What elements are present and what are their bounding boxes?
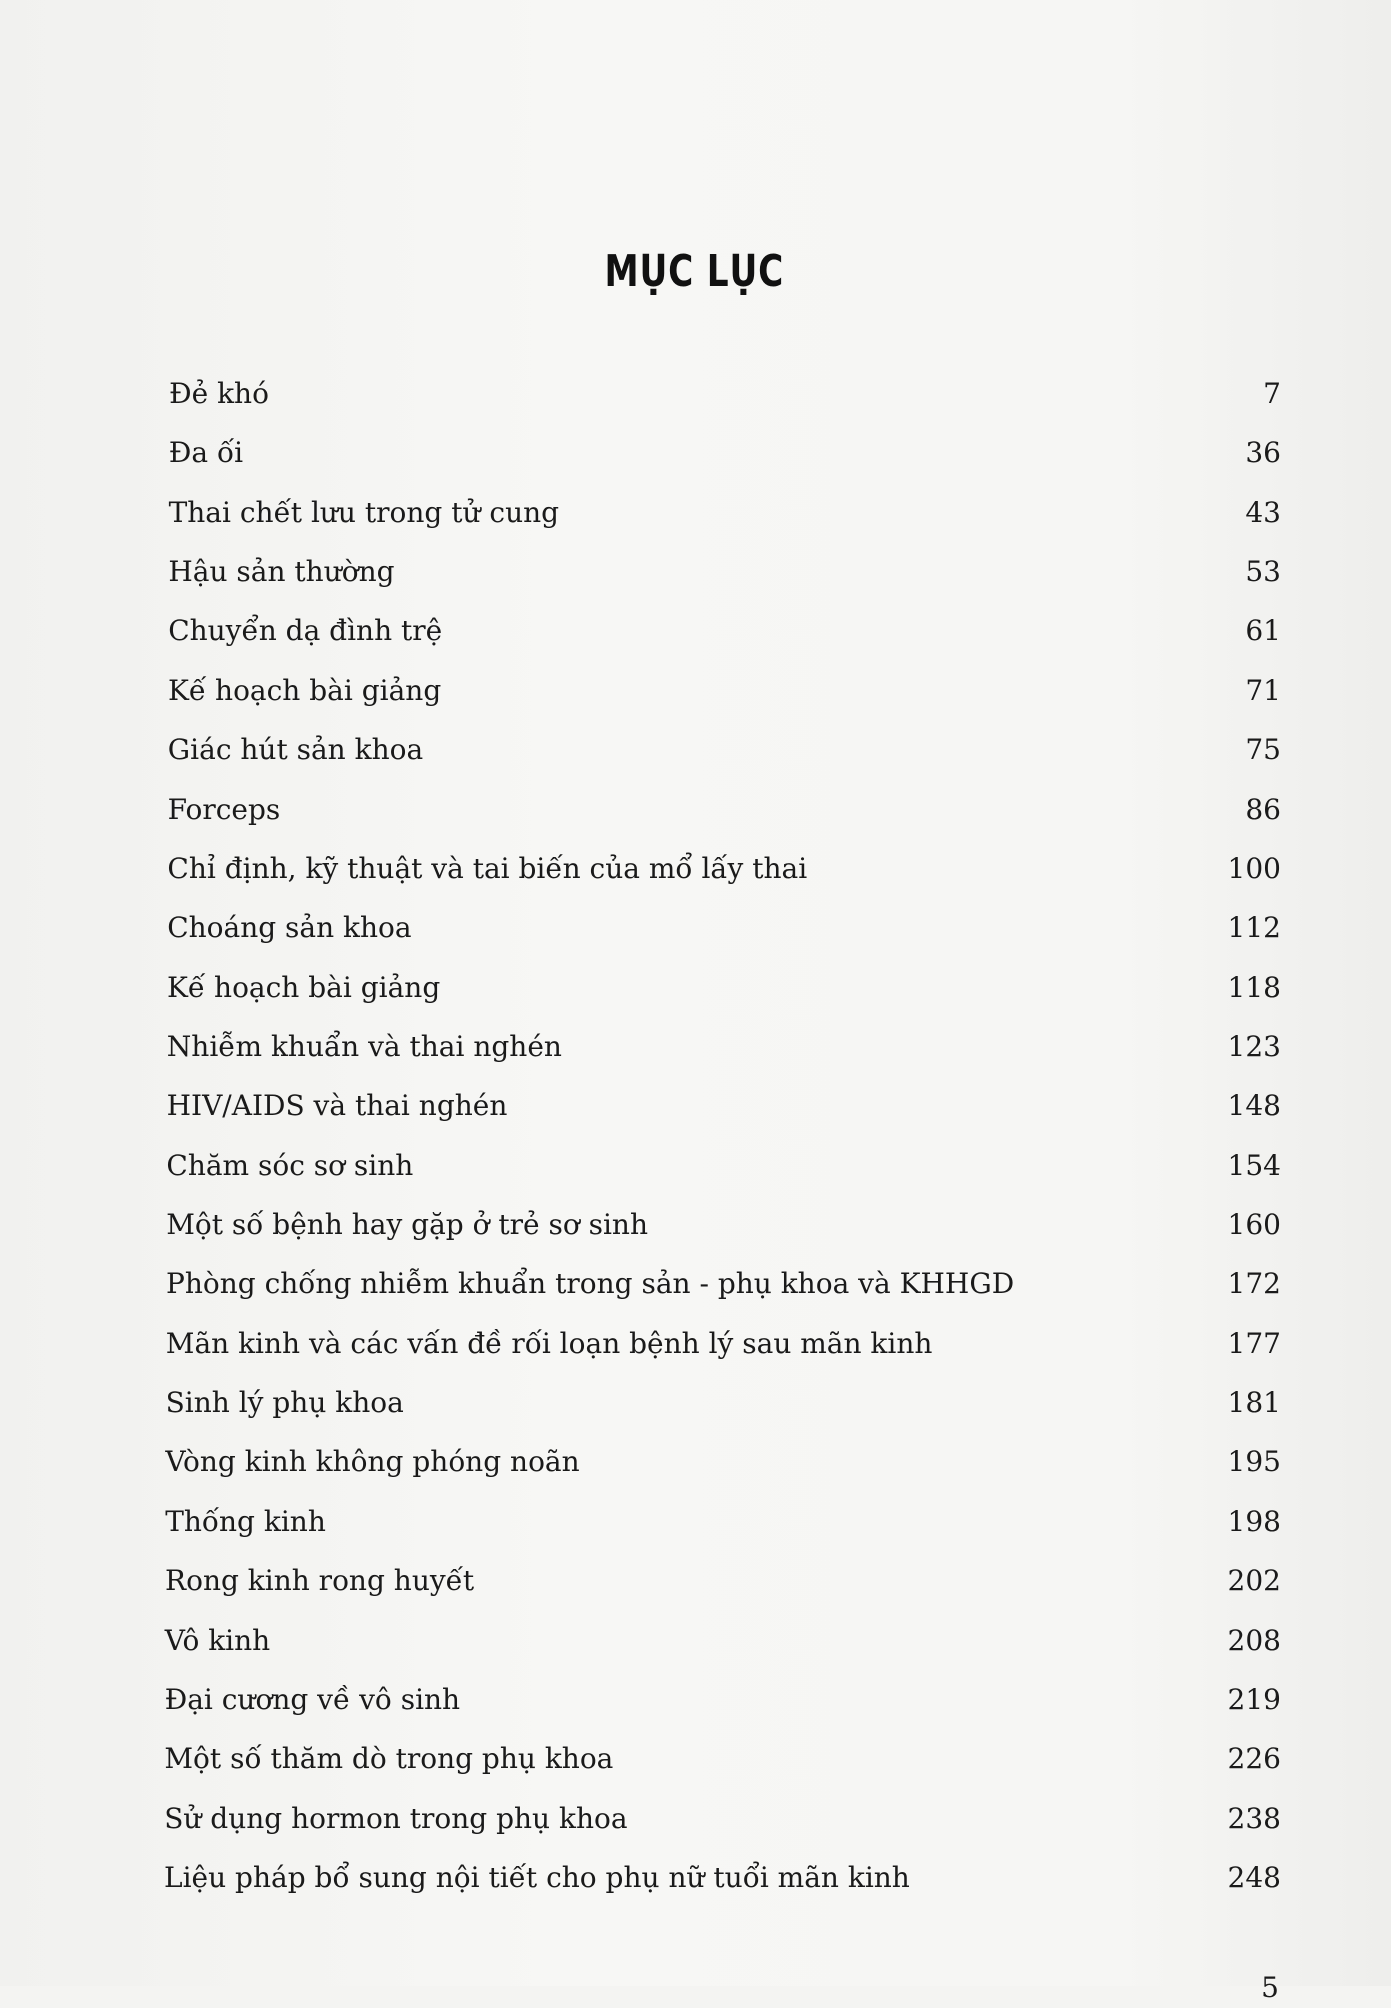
toc-entry-title: Mãn kinh và các vấn đề rối loạn bệnh lý sau mãn kinh xyxy=(165,1326,933,1360)
toc-entry-title: Chỉ định, kỹ thuật và tai biến của mổ lấy thai xyxy=(167,851,808,885)
toc-entry-page: 148 xyxy=(1227,1089,1281,1123)
toc-entry-page: 36 xyxy=(1245,436,1281,470)
toc-entry-page: 172 xyxy=(1227,1267,1281,1301)
toc-entry[interactable] xyxy=(0,611,1391,651)
toc-entry-page: 160 xyxy=(1227,1208,1281,1242)
toc-entry-page: 118 xyxy=(1227,970,1281,1004)
toc-entry-title: Giác hút sản khoa xyxy=(167,733,424,767)
toc-entry[interactable] xyxy=(0,1680,1391,1720)
toc-entry[interactable] xyxy=(0,908,1391,948)
toc-entry[interactable] xyxy=(0,1799,1391,1839)
toc-entry[interactable] xyxy=(0,968,1391,1008)
toc-entry-title: Chuyển dạ đình trệ xyxy=(168,614,443,648)
toc-entry[interactable] xyxy=(0,433,1391,473)
toc-entry-title: Hậu sản thường xyxy=(168,555,395,589)
toc-entry[interactable] xyxy=(0,790,1391,830)
toc-entry-title: Đẻ khó xyxy=(169,377,269,410)
toc-entry-title: Một số bệnh hay gặp ở trẻ sơ sinh xyxy=(166,1208,648,1242)
toc-entry-title: Forceps xyxy=(167,792,281,826)
toc-entry-page: 123 xyxy=(1227,1029,1281,1063)
toc-entry-title: Chăm sóc sơ sinh xyxy=(166,1148,414,1182)
toc-entry[interactable] xyxy=(0,1264,1391,1304)
toc-entry[interactable] xyxy=(0,1561,1391,1601)
toc-entry[interactable] xyxy=(0,1027,1391,1067)
toc-entry[interactable] xyxy=(0,1858,1391,1898)
toc-entry-page: 61 xyxy=(1245,614,1281,648)
toc-entry-title: Vô kinh xyxy=(164,1623,271,1657)
toc-entry-page: 238 xyxy=(1227,1801,1281,1835)
toc-entry[interactable] xyxy=(0,493,1391,533)
toc-entry[interactable] xyxy=(0,1739,1391,1779)
toc-entry-title: Đa ối xyxy=(168,436,244,470)
toc-entry-page: 100 xyxy=(1227,851,1281,885)
page-title: MỤC LỤC xyxy=(604,246,785,297)
toc-entry-title: Kế hoạch bài giảng xyxy=(168,673,442,707)
toc-entry-page: 53 xyxy=(1245,555,1281,589)
toc-entry-page: 181 xyxy=(1227,1386,1281,1420)
toc-entry[interactable] xyxy=(0,1086,1391,1126)
toc-entry-title: Choáng sản khoa xyxy=(167,911,412,945)
toc-entry[interactable] xyxy=(0,1383,1391,1423)
toc-entry-title: Đại cương về vô sinh xyxy=(164,1682,461,1716)
toc-entry-page: 208 xyxy=(1227,1623,1281,1657)
toc-entry-title: Liệu pháp bổ sung nội tiết cho phụ nữ tuổi mãn kinh xyxy=(164,1861,910,1894)
toc-entry-page: 112 xyxy=(1227,911,1281,945)
toc-entry-title: Kế hoạch bài giảng xyxy=(167,970,441,1004)
toc-entry-title: Thống kinh xyxy=(165,1504,326,1538)
toc-entry[interactable] xyxy=(0,552,1391,592)
toc-entry[interactable] xyxy=(0,849,1391,889)
toc-entry-title: HIV/AIDS và thai nghén xyxy=(166,1089,508,1123)
toc-entry-page: 86 xyxy=(1245,792,1281,826)
toc-entry-title: Phòng chống nhiễm khuẩn trong sản - phụ khoa và KHHGD xyxy=(166,1267,1015,1301)
toc-entry-title: Rong kinh rong huyết xyxy=(165,1564,475,1598)
toc-entry-page: 154 xyxy=(1227,1148,1281,1182)
toc-entry-page: 195 xyxy=(1227,1445,1281,1479)
toc-entry[interactable] xyxy=(0,1621,1391,1661)
toc-entry[interactable] xyxy=(0,1442,1391,1482)
toc-entry[interactable] xyxy=(0,730,1391,770)
page-number: 5 xyxy=(1261,1971,1279,2004)
toc-entry[interactable] xyxy=(0,1502,1391,1542)
toc-entry-title: Sử dụng hormon trong phụ khoa xyxy=(164,1801,628,1835)
toc-entry-title: Nhiễm khuẩn và thai nghén xyxy=(166,1029,562,1063)
toc-entry-title: Sinh lý phụ khoa xyxy=(165,1386,404,1420)
toc-entry-title: Vòng kinh không phóng noãn xyxy=(165,1445,580,1479)
toc-entry-title: Thai chết lưu trong tử cung xyxy=(168,495,560,529)
toc-entry-page: 7 xyxy=(1263,377,1281,410)
toc-entry-page: 71 xyxy=(1245,673,1281,707)
toc-entry-page: 226 xyxy=(1227,1742,1281,1776)
toc-entry-page: 219 xyxy=(1227,1682,1281,1716)
toc-entry-page: 248 xyxy=(1227,1861,1281,1894)
toc-entry-page: 43 xyxy=(1245,495,1281,529)
toc-entry[interactable] xyxy=(0,1205,1391,1245)
toc-entry[interactable] xyxy=(0,374,1391,414)
toc-entry-page: 198 xyxy=(1227,1504,1281,1538)
toc-entry-title: Một số thăm dò trong phụ khoa xyxy=(164,1742,614,1776)
toc-entry[interactable] xyxy=(0,1324,1391,1364)
toc-entry-page: 177 xyxy=(1227,1326,1281,1360)
toc-entry-page: 75 xyxy=(1245,733,1281,767)
toc-entry-page: 202 xyxy=(1227,1564,1281,1598)
toc-entry[interactable] xyxy=(0,1146,1391,1186)
toc-entry[interactable] xyxy=(0,671,1391,711)
